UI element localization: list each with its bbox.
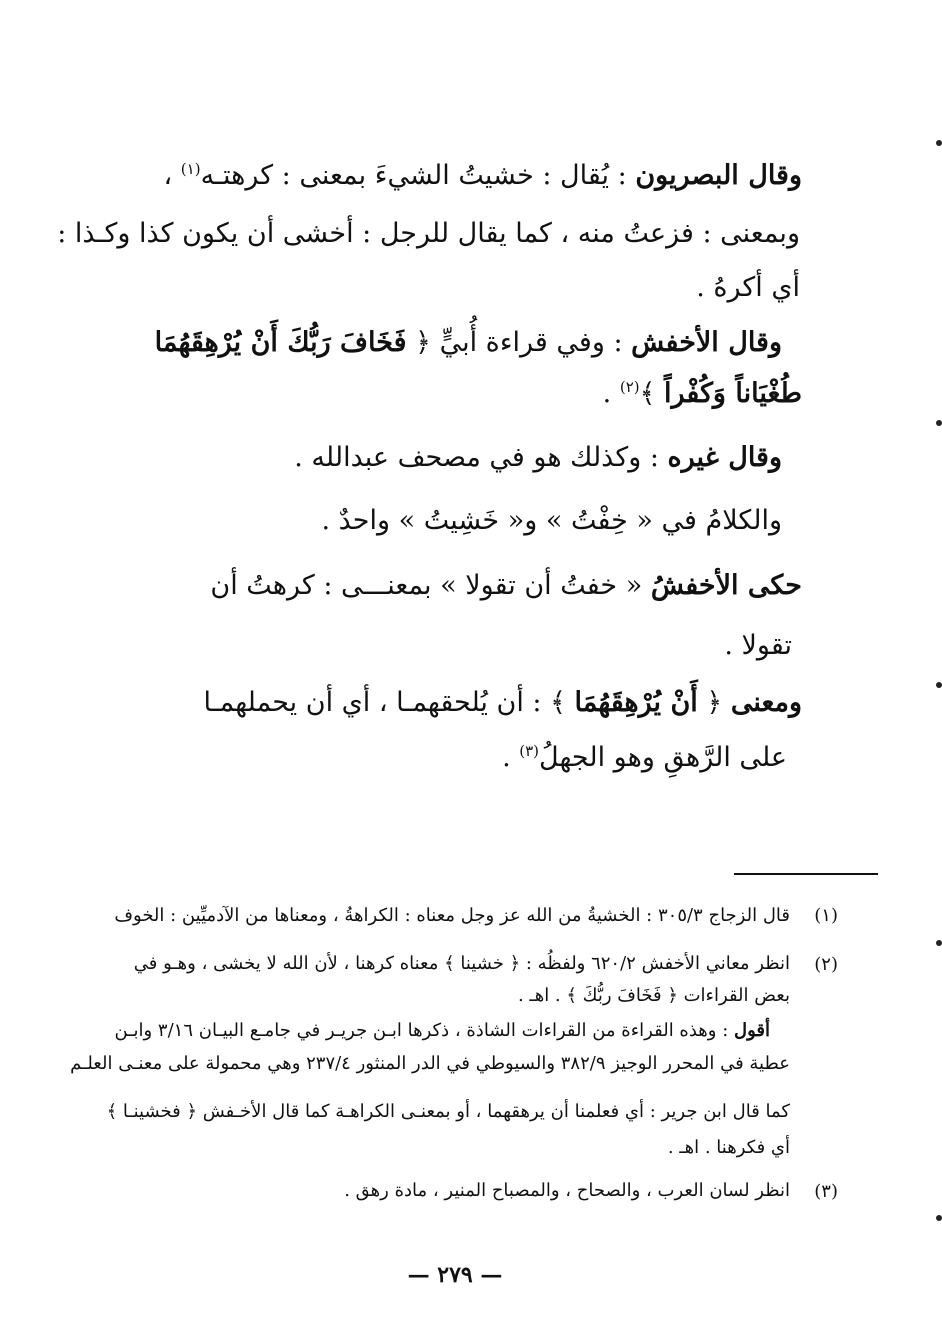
scan-edge-mark <box>936 682 942 688</box>
quran-verse: أَنْ يُرْهِقَهُمَا <box>574 687 698 718</box>
text-run: ، <box>163 160 181 191</box>
scan-edge-mark <box>936 940 942 946</box>
text-run: : وكذلك هو في مصحف عبدالله . <box>294 442 668 473</box>
footnote-3: انظر لسان العرب ، والصحاح ، والمصباح المنير ، مادة رهق . <box>344 1180 790 1201</box>
speaker-label: وقال البصريون <box>635 160 802 191</box>
speaker-label: وقال الأخفش <box>631 327 782 358</box>
footnote-ref: (٢) <box>619 378 640 396</box>
scan-edge-mark <box>936 140 942 146</box>
footnote-ref: (١) <box>180 160 201 178</box>
main-line-4 <box>130 327 782 359</box>
text-run: : وفي قراءة أُبيٍّ ﴿ <box>406 327 632 358</box>
quran-verse: طُغْيَاناً وَكُفْراً <box>664 378 802 409</box>
text-run: : وهذه القراءة من القراءات الشاذة ، ذكرها ابـن جريـر في جامـع البيـان ٣/١٦ وابـن <box>114 1020 735 1041</box>
main-line-2: وبمعنى : فزعتُ منه ، كما يقال للرجل : أخشى أن يكون كذا وكـذا : <box>57 218 800 249</box>
text-run: على الرَّهقِ وهو الجهلُ <box>539 742 787 773</box>
footnote-number: (٢) <box>814 954 838 975</box>
text-run: : يُقال : خشيتُ الشيءَ بمعنى : كرهتـه <box>200 160 636 191</box>
footnote-number: (١) <box>814 905 838 926</box>
scan-edge-mark <box>936 1215 942 1221</box>
footnote-ref: (٣) <box>519 742 540 760</box>
text-run: . <box>502 742 520 773</box>
footnote-1: قال الزجاج ٣٠٥/٣ : الخشيةُ من الله عز وجل معناه : الكراهةُ ، ومعناها من الآدميِّين : الخوف <box>114 905 790 926</box>
text-run: . <box>602 378 620 409</box>
footnote-2-line-3 <box>115 1020 770 1042</box>
speaker-label: ومعنى <box>730 687 802 718</box>
text-run: ﴿ <box>697 687 731 718</box>
quran-verse: فَخَافَ رَبُّكَ أَنْ يُرْهِقَهُمَا <box>154 327 407 358</box>
footnote-2-line-5: كما قال ابن جرير : أي فعلمنا أن يرهقهما ، أو بمعنـى الكراهـة كما قال الأخـفش ﴿ فخشينـا ﴾ <box>106 1101 790 1122</box>
text-run: ﴾ : أن يُلحقهمـا ، أي أن يحملهمـا <box>203 687 575 718</box>
main-line-8 <box>130 570 802 602</box>
speaker-label: حكى الأخفشُ <box>650 570 802 601</box>
main-line-3: أي أكرهُ . <box>696 272 800 303</box>
speaker-label: وقال غيره <box>667 442 782 473</box>
main-line-6 <box>130 442 782 474</box>
footnote-2-line-1: انظر معاني الأخفش ٦٢٠/٢ ولفظُه : ﴿ خشينا ﴾ معناه كرهنا ، لأن الله لا يخشى ، وهـو في <box>133 953 790 974</box>
main-line-11 <box>115 742 787 774</box>
main-line-1 <box>130 160 802 192</box>
footnote-separator <box>734 873 878 875</box>
footnote-2-line-4: عطية في المحرر الوجيز ٣٨٢/٩ والسيوطي في الدر المنثور ٢٣٧/٤ وهي محمولة على معنـى العلـم <box>70 1053 790 1074</box>
text-run: ﴾ <box>639 378 665 409</box>
page-number: — ٢٧٩ — <box>407 1262 503 1288</box>
main-line-5 <box>130 378 802 410</box>
main-line-9: تقولا . <box>724 630 792 661</box>
scan-edge-mark <box>936 420 942 426</box>
footnote-number: (٣) <box>814 1181 838 1202</box>
footnote-label: أقول <box>734 1020 770 1041</box>
text-run: « خفتُ أن تقولا » بمعنـــى : كرهتُ أن <box>210 570 651 601</box>
main-line-10 <box>130 687 802 719</box>
footnote-2-line-2: بعض القراءات ﴿ فَخَافَ ربُّكَ ﴾ . اهـ . <box>518 985 790 1006</box>
footnote-2-line-6: أي فكرهنا . اهـ . <box>667 1137 790 1158</box>
main-line-7: والكلامُ في « خِفْتُ » و« خَشِيتُ » واحدٌ . <box>321 505 782 536</box>
